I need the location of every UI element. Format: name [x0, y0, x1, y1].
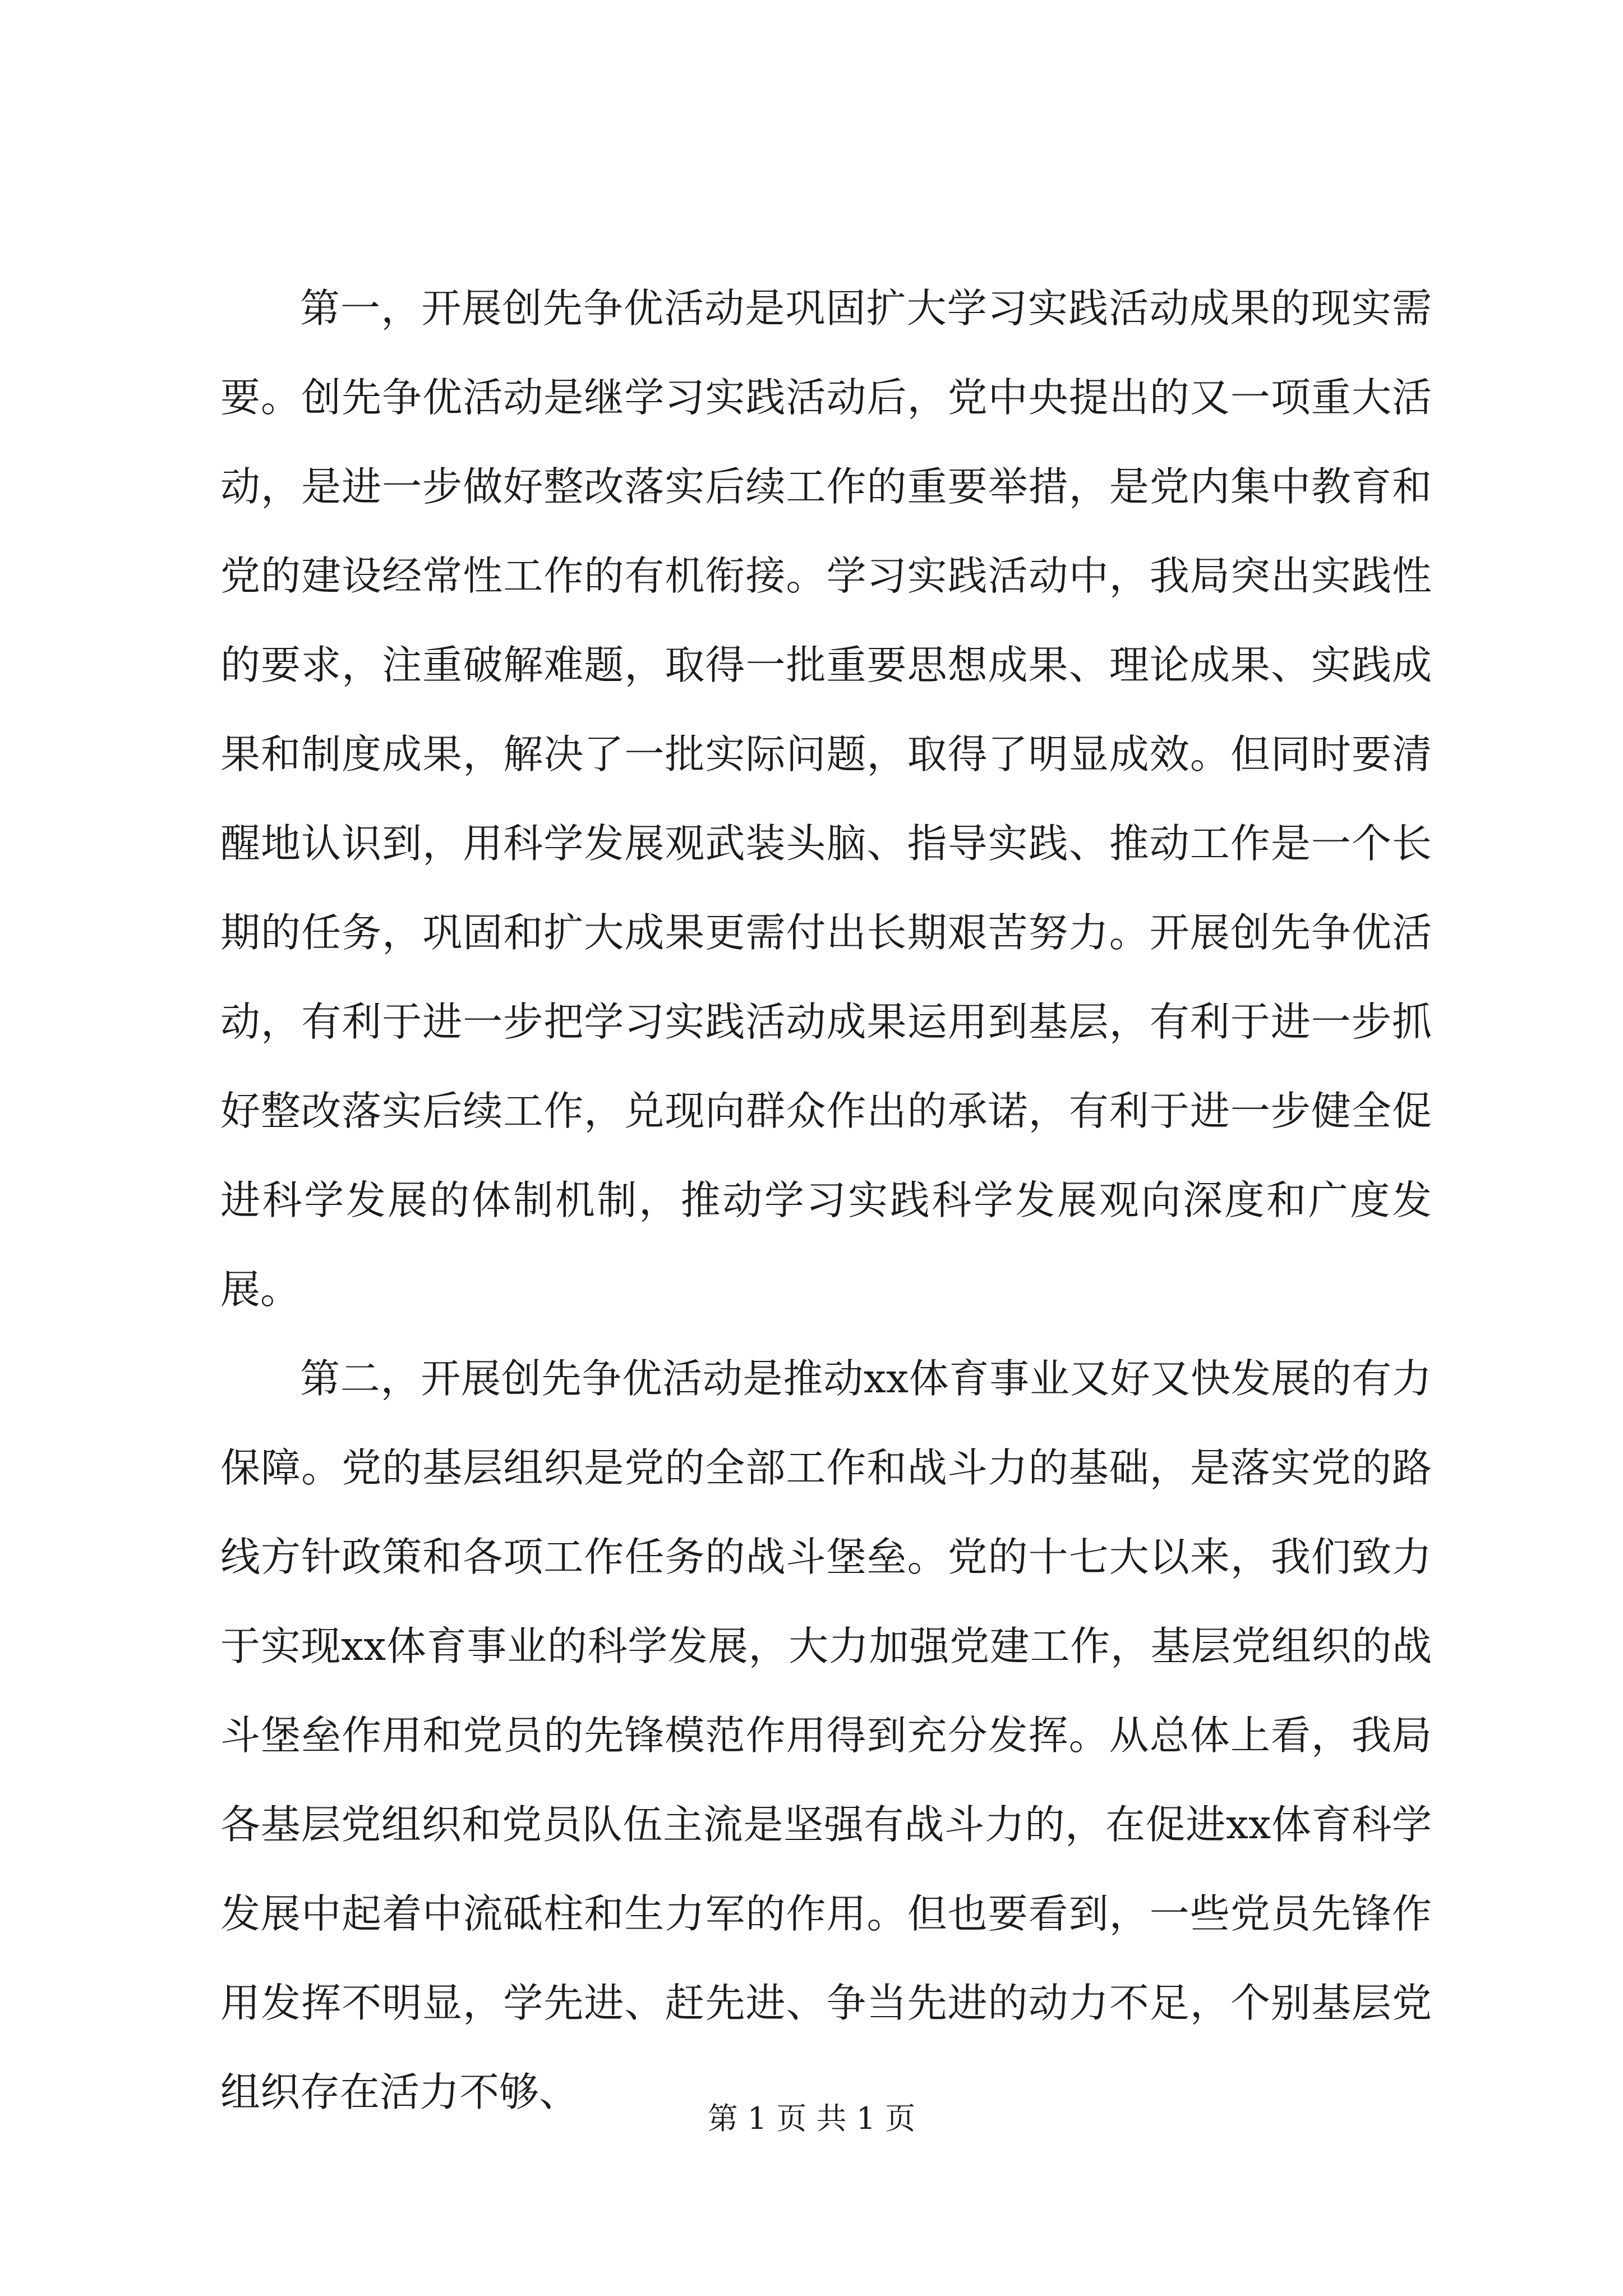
document-body — [220, 264, 1432, 2137]
paragraph-1: 第一，开展创先争优活动是巩固扩大学习实践活动成果的现实需要。创先争优活动是继学习实践活动后，党中央提出的又一项重大活动，是进一步做好整改落实后续工作的重要举措，是党内集中教育和党的建设经常性工作的有机衔接。学习实践活动中，我局突出实践性的要求，注重破解难题，取得一批重要思想成果、理论成果、实践成果和制度成果，解决了一批实际问题，取得了明显成效。但同时要清醒地认识到，用科学发展观武装头脑、指导实践、推动工作是一个长期的任务，巩固和扩大成果更需付出长期艰苦努力。开展创先争优活动，有利于进一步把学习实践活动成果运用到基层，有利于进一步抓好整改落实后续工作，兑现向群众作出的承诺，有利于进一步健全促进科学发展的体制机制，推动学习实践科学发展观向深度和广度发展。 — [220, 285, 1432, 1313]
paragraph-2: 第二，开展创先争优活动是推动xx体育事业又好又快发展的有力保障。党的基层组织是党的全部工作和战斗力的基础，是落实党的路线方针政策和各项工作任务的战斗堡垒。党的十七大以来，我们致力于实现xx体育事业的科学发展，大力加强党建工作，基层党组织的战斗堡垒作用和党员的先锋模范作用得到充分发挥。从总体上看，我局各基层党组织和党员队伍主流是坚强有战斗力的，在促进xx体育科学发展中起着中流砥柱和生力军的作用。但也要看到，一些党员先锋作用发挥不明显，学先进、赶先进、争当先进的动力不足，个别基层党组织存在活力不够、 — [220, 1355, 1432, 2115]
page-footer: 第 1 页 共 1 页 — [707, 2101, 916, 2136]
